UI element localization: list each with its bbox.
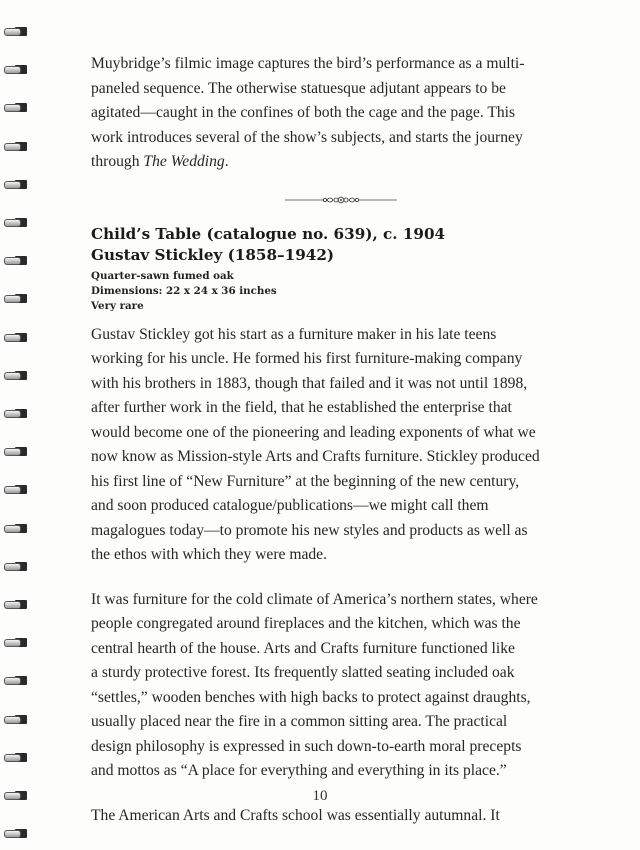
paragraph-line: It was furniture for the cold climate of America’s northern states, where [91, 590, 538, 608]
binding-ring [4, 598, 28, 610]
intro-line: agitated—caught in the confines of both the cage and the page. This [91, 104, 516, 121]
binding-ring [4, 713, 28, 725]
binding-ring [4, 445, 28, 457]
paragraph-line: with his brothers in 1883, though that failed and it was not until 1898, [91, 374, 528, 392]
wedding-title-italic: The Wedding [143, 153, 225, 170]
paragraph-line: design philosophy is expressed in such down-to-earth moral precepts [91, 737, 522, 755]
paragraph-line: Gustav Stickley got his start as a furniture maker in his late teens [91, 325, 497, 343]
paragraph-line: his first line of “New Furniture” at the beginning of the new century, [91, 472, 520, 490]
binding-ring [4, 369, 28, 381]
intro-line: work introduces several of the show’s subjects, and starts the journey [91, 128, 523, 146]
paragraph-line: people congregated around fireplaces and the kitchen, which was the [91, 615, 521, 632]
paragraph-line: working for his uncle. He formed his first furniture-making company [91, 350, 523, 367]
binding-ring [4, 407, 28, 419]
binding-ring [4, 63, 28, 75]
intro-paragraph [91, 52, 591, 175]
paragraph-line: usually placed near the fire in a common sitting area. The practical [91, 713, 508, 730]
binding-ring [4, 25, 28, 37]
body-paragraph-1 [91, 323, 591, 568]
flourish-divider-icon [285, 194, 397, 206]
intro-line: through [91, 153, 144, 170]
entry-rarity: Very rare [91, 299, 144, 312]
binding-ring [4, 331, 28, 343]
binding-ring [4, 292, 28, 304]
binding-ring [4, 522, 28, 534]
paragraph-line: now know as Mission-style Arts and Crafts furniture. Stickley produced [91, 448, 540, 465]
paragraph-line: after further work in the field, that he established the enterprise that [91, 399, 512, 416]
entry-material: Quarter-sawn fumed oak [91, 269, 234, 282]
binding-ring [4, 674, 28, 686]
binding-ring [4, 483, 28, 495]
spiral-binding-icon [0, 0, 34, 850]
binding-ring [4, 101, 28, 113]
binding-ring [4, 140, 28, 152]
paragraph-line: and mottos as “A place for everything and everything in its place.” [91, 762, 507, 779]
entry-title-artist: Gustav Stickley (1858–1942) [91, 245, 335, 264]
binding-ring [4, 827, 28, 839]
paragraph-line: central hearth of the house. Arts and Crafts furniture functioned like [91, 639, 515, 657]
paragraph-line: The American Arts and Crafts school was essentially autumnal. It [91, 806, 500, 824]
paragraph-line: a sturdy protective forest. Its frequently slatted seating included oak [91, 664, 515, 681]
paragraph-line: “settles,” wooden benches with high backs to protect against draughts, [91, 688, 531, 706]
binding-ring [4, 216, 28, 228]
binding-ring [4, 178, 28, 190]
entry-title-work: Child’s Table (catalogue no. 639), c. 1904 [91, 224, 446, 243]
paragraph-line: would become one of the pioneering and leading exponents of what we [91, 423, 536, 441]
binding-ring [4, 636, 28, 648]
body-paragraph-2 [91, 588, 591, 784]
page-number: 10 [312, 788, 328, 804]
binding-ring [4, 751, 28, 763]
entry-specs [91, 269, 591, 314]
entry-dimensions: Dimensions: 22 x 24 x 36 inches [91, 284, 277, 297]
page-content [91, 52, 591, 828]
intro-line: paneled sequence. The otherwise statuesque adjutant appears to be [91, 79, 506, 97]
body-paragraph-3 [91, 804, 591, 829]
entry-title [91, 224, 591, 266]
intro-line-end: . [224, 153, 229, 170]
binding-ring [4, 254, 28, 266]
paragraph-line: the ethos with which they were made. [91, 546, 328, 563]
paragraph-line: magalogues today—to promote his new styles and products as well as [91, 521, 528, 539]
paragraph-line: and soon produced catalogue/publications—we might call them [91, 497, 489, 514]
intro-line: Muybridge’s filmic image captures the bird’s performance as a multi- [91, 55, 525, 72]
binding-ring [4, 560, 28, 572]
